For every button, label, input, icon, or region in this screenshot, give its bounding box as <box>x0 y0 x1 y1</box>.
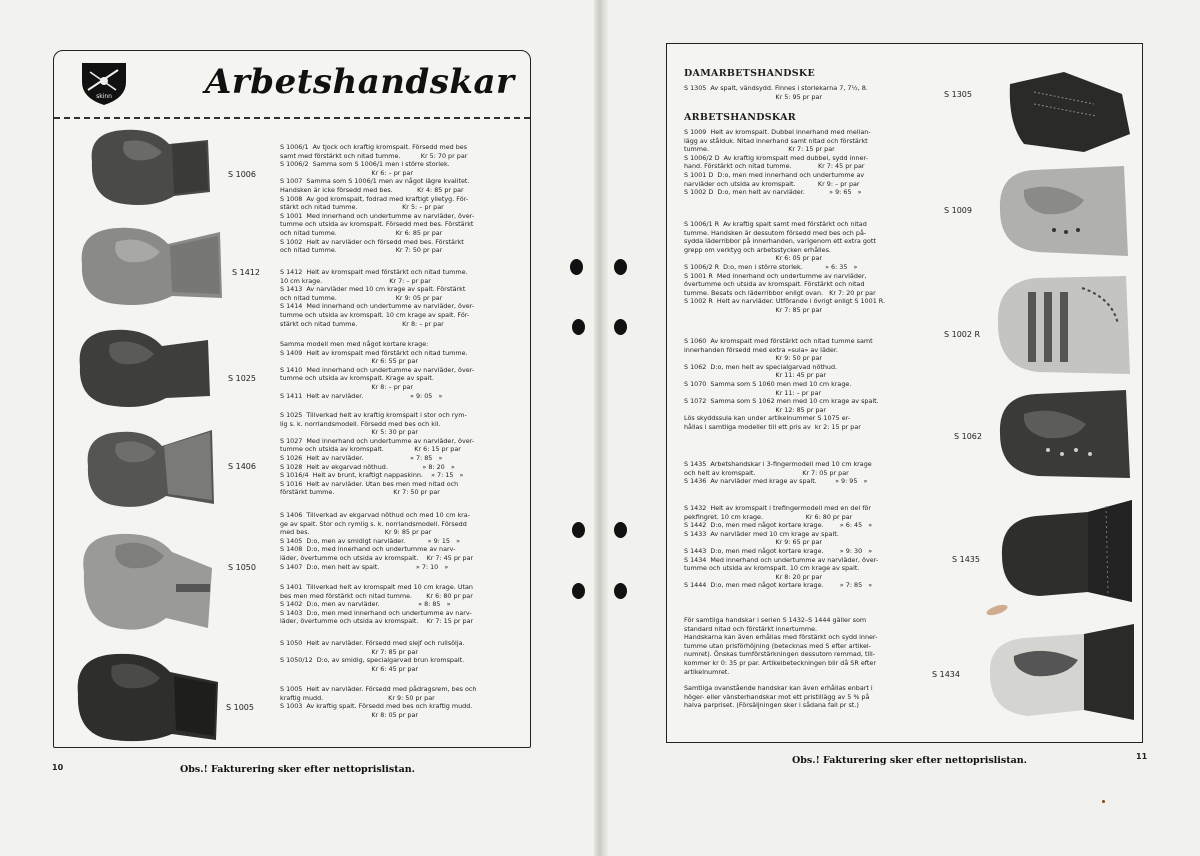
text-line: pekfingret. 10 cm krage. Kr 6: 80 pr par <box>684 512 853 521</box>
text-line: S 1443 D:o, men med något kortare krage. » 9: 30 » <box>684 546 873 555</box>
paper-speck <box>1102 800 1105 803</box>
text-line: S 1006/2 D Av kraftig kromspalt med dubbel, sydd inner- <box>684 153 868 162</box>
product-block-s1432 <box>684 504 878 590</box>
text-line: tumme utan prisförhöjning (betecknas med S efter artikel- <box>684 641 871 650</box>
glove-label: S 1406 <box>228 462 256 471</box>
binder-hole <box>572 583 585 599</box>
text-line: S 1409 Helt av kromspalt med förstärkt och nitad tumme. <box>280 348 468 357</box>
text-line: S 1410 Med innerhand och undertumme av narvläder, över- <box>280 365 475 374</box>
text-line: Lös skyddssula kan under artikelnummer S 1075 er- <box>684 414 851 423</box>
text-line: Kr 6: 55 pr par <box>280 357 418 366</box>
text-line: Kr 9: 65 pr par <box>684 538 822 547</box>
section-title-damarbetshandske: DAMARBETSHANDSKE <box>684 68 816 79</box>
text-line: S 1001 R Med innerhand och undertumme av narvläder, <box>684 271 867 280</box>
text-line: stärkt och nitad tumme. Kr 8: – pr par <box>280 319 444 328</box>
glove-photo-s1305 <box>1004 64 1134 156</box>
title-divider <box>54 117 530 119</box>
text-line: läder, övertumme och utsida av kromspalt. Kr 7: 15 pr par <box>280 617 474 626</box>
text-line: S 1305 Av spalt, vändsydd. Finnes i storlekarna 7, 7½, 8. <box>684 84 868 92</box>
glove-photo-s1435 <box>996 496 1136 608</box>
text-line: artikelnumret. <box>684 667 730 676</box>
text-line: S 1442 D:o, men med något kortare krage. » 6: 45 » <box>684 521 873 530</box>
glove-photo-s1412 <box>76 218 226 310</box>
text-line: S 1009 Helt av kromspalt. Dubbel innerhand med mellan- <box>684 128 871 136</box>
text-line: Kr 8: 20 pr par <box>684 572 822 581</box>
text-line: Kr 8: 05 pr par <box>280 710 418 719</box>
text-line: tumme och utsida av kromspalt. Krage av spalt. <box>280 374 434 383</box>
text-line: Handskarna kan även erhållas med förstärkt och sydd inner- <box>684 633 878 642</box>
section-title-arbetshandskar: ARBETSHANDSKAR <box>684 112 796 123</box>
glove-photo-s1050 <box>76 522 216 636</box>
text-line: och nitad tumme. Kr 9: 05 pr par <box>280 293 443 302</box>
footer-note-left: Obs.! Fakturering sker efter nettoprislistan. <box>180 764 415 775</box>
text-line: Kr 9: 50 pr par <box>684 354 822 363</box>
glove-label: S 1009 <box>944 206 972 215</box>
text-line: tumme och utsida av kromspalt. Försedd med bes. Förstärkt <box>280 220 474 229</box>
binder-hole <box>572 319 585 335</box>
glove-label: S 1305 <box>944 90 972 99</box>
brand-logo <box>78 60 130 106</box>
glove-label: S 1025 <box>228 374 256 383</box>
svg-text:skinn: skinn <box>96 93 112 100</box>
product-block-s1009 <box>684 128 871 197</box>
text-line: med bes. Kr 9: 85 pr par <box>280 528 432 537</box>
text-line: sydda läderribbor på innerhanden, varigenom ett extra gott <box>684 237 876 246</box>
text-line: S 1412 Helt av kromspalt med förstärkt och nitad tumme. <box>280 268 468 276</box>
text-line: lig s. k. norrlandsmodell. Försedd med bes och kil. <box>280 419 441 428</box>
page-number-right: 11 <box>1136 752 1148 761</box>
text-line: Kr 12: 85 pr par <box>684 405 827 414</box>
text-line: S 1007 Samma som S 1006/1 men av något lägre kvalitet. <box>280 177 470 186</box>
text-line: S 1016/4 Helt av brunt, kraftigt nappaskinn. » 7: 15 » <box>280 471 464 480</box>
text-line: S 1407 D:o, men helt av spalt. » 7: 10 » <box>280 562 449 571</box>
text-line: Kr 6: – pr par <box>280 168 414 177</box>
glove-label: S 1434 <box>932 670 960 679</box>
product-block-s1050 <box>280 639 465 673</box>
text-line: läder, övertumme och utsida av kromspalt. Kr 7: 45 pr par <box>280 553 474 562</box>
text-line: tumme. Handsken är dessutom försedd med bes och på- <box>684 228 867 237</box>
text-line: Kr 7: 85 pr par <box>280 647 418 656</box>
product-block-s1060 <box>684 337 879 432</box>
text-line: förstärkt tumme. Kr 7: 50 pr par <box>280 488 440 497</box>
text-line: kommer kr 0: 35 pr par. Artikelbeteckningen blir då SR efter <box>684 658 876 667</box>
text-line: lägg av stålduk. Nitad innerhand samt nitad och förstärkt <box>684 136 868 145</box>
text-line: S 1003 Av kraftig spalt. Försedd med bes och kraftig mudd. <box>280 702 473 711</box>
text-line: S 1006/1 Av tjock och kraftig kromspalt. Försedd med bes <box>280 143 468 151</box>
text-line: Kr 5: 30 pr par <box>280 428 418 437</box>
product-block-s1412 <box>280 268 474 328</box>
text-line: S 1444 D:o, men med något kortare krage. » 7: 85 » <box>684 581 873 590</box>
glove-label: S 1412 <box>232 268 260 277</box>
text-line: S 1403 D:o, men med innerhand och undertumme av narv- <box>280 608 472 617</box>
text-line: 10 cm krage. Kr 7: – pr par <box>280 276 431 285</box>
glove-photo-s1009 <box>994 160 1134 262</box>
text-line: S 1072 Samma som S 1062 men med 10 cm krage av spalt. <box>684 397 879 406</box>
text-line: S 1001 D D:o, men med innerhand och undertumme av <box>684 170 865 179</box>
text-line: S 1408 D:o, med innerhand och undertumme av narv- <box>280 545 456 554</box>
text-line: För samtliga handskar i serien S 1432–S 1444 gäller som <box>684 616 867 624</box>
text-line: Kr 8: – pr par <box>280 382 414 391</box>
product-block-s1025 <box>280 411 474 497</box>
text-line: Kr 7: 85 pr par <box>684 305 822 314</box>
text-line: S 1414 Med innerhand och undertumme av narvläder, över- <box>280 302 475 311</box>
text-line: och nitad tumme. Kr 7: 50 pr par <box>280 246 443 255</box>
text-line: grepp om verktyg och arbetsstycken erhålles. <box>684 245 831 254</box>
text-line: S 1001 Med innerhand och undertumme av narvläder, över- <box>280 211 475 220</box>
text-line: höger- eller vänsterhandskar mot ett pristillägg av 5 % på <box>684 692 870 701</box>
text-line: S 1434 Med innerhand och undertumme av narvläder, över- <box>684 555 879 564</box>
text-line: tumme. Kr 7: 15 pr par <box>684 145 835 154</box>
text-line: S 1006/1 R Av kraftig spalt samt med förstärkt och nitad <box>684 220 867 228</box>
binder-hole <box>614 259 627 275</box>
text-line: S 1016 Helt av narvläder. Utan bes men med nitad och <box>280 479 459 488</box>
text-line: S 1006/2 Samma som S 1006/1 men i större storlek. <box>280 160 450 169</box>
binder-hole <box>614 522 627 538</box>
text-line: övertumme och utsida av kromspalt. Förstärkt och nitad <box>684 280 865 289</box>
glove-label: S 1002 R <box>944 330 981 339</box>
text-line: och helt av kromspalt. Kr 7: 05 pr par <box>684 468 849 477</box>
text-line: S 1436 Av narvläder med krage av spalt. » 9: 95 » <box>684 477 868 486</box>
text-line: S 1435 Arbetshandskar i 3-fingermodell med 10 cm krage <box>684 460 872 468</box>
text-line: S 1005 Helt av narvläder. Försedd med pådragsrem, bes och <box>280 685 477 693</box>
text-line: S 1406 Tillverkad av ekgarvad nöthud och med 10 cm kra- <box>280 511 471 519</box>
text-line: numret). Önskas tumförstärkningen dessutom remmad, till- <box>684 650 876 659</box>
text-line: kraftig mudd. Kr 9: 50 pr par <box>280 693 435 702</box>
note-block-single-hand <box>684 684 873 710</box>
text-line: S 1008 Av god kromspalt, fodrad med kraftigt ylletyg. För- <box>280 194 469 203</box>
text-line: standard nitad och förstärkt innertumme. <box>684 624 818 633</box>
text-line: S 1060 Av kromspalt med förstärkt och nitad tumme samt <box>684 337 873 345</box>
glove-photo-s1434 <box>984 620 1136 724</box>
binder-hole <box>614 583 627 599</box>
text-line: stärkt och nitad tumme. Kr 5: – pr par <box>280 203 444 212</box>
product-block-s1435 <box>684 460 872 486</box>
text-line: S 1027 Med innerhand och undertumme av narvläder, över- <box>280 436 475 445</box>
product-block-s1305 <box>684 84 868 101</box>
product-block-s1401 <box>280 583 473 626</box>
text-line: S 1002 Helt av narvläder och försedd med bes. Förstärkt <box>280 237 464 246</box>
glove-photo-s1005 <box>72 644 222 744</box>
note-block-series <box>684 616 877 676</box>
footer-note-right: Obs.! Fakturering sker efter nettoprislistan. <box>792 755 1027 766</box>
text-line: Kr 5: 95 pr par <box>684 92 822 101</box>
text-line: tumme och utsida av kromspalt. 10 cm krage av spalt. För- <box>280 310 470 319</box>
binder-hole <box>614 319 627 335</box>
text-line: Kr 6: 05 pr par <box>684 254 822 263</box>
product-block-s1005 <box>280 685 476 719</box>
text-line: Kr 6: 45 pr par <box>280 664 418 673</box>
text-line: innerhanden försedd med extra »sula» av läder. <box>684 345 838 354</box>
glove-photo-s1025 <box>74 322 214 412</box>
glove-label: S 1006 <box>228 170 256 179</box>
book-gutter <box>594 0 608 856</box>
binder-hole <box>572 522 585 538</box>
text-line: S 1432 Helt av kromspalt i trefingermodell med en del för <box>684 504 871 512</box>
product-block-s1406 <box>280 511 473 571</box>
text-line: Samma modell men med något kortare krage: <box>280 340 429 348</box>
glove-photo-s1406 <box>82 420 216 512</box>
text-line: S 1405 D:o, men av smidigt narvläder. » 9: 15 » <box>280 536 460 545</box>
text-line: S 1002 R Helt av narvläder. Utförande i övrigt enligt S 1001 R. <box>684 297 886 306</box>
product-block-s1006-1r <box>684 220 885 315</box>
page-number-left: 10 <box>52 763 64 772</box>
glove-label: S 1005 <box>226 703 254 712</box>
text-line: narvläder och utsida av kromspalt. Kr 9: – pr par <box>684 179 860 188</box>
text-line: tumme och utsida av kromspalt. Kr 6: 15 pr par <box>280 445 461 454</box>
text-line: Handsken är icke försedd med bes. Kr 4: 85 pr par <box>280 185 464 194</box>
text-line: samt med förstärkt och nitad tumme. Kr 5: 70 pr par <box>280 151 468 160</box>
text-line: S 1028 Helt av ekgarvad nöthud. » 8: 20 » <box>280 462 455 471</box>
text-line: Kr 11: 45 pr par <box>684 371 827 380</box>
text-line: S 1401 Tillverkad helt av kromspalt med 10 cm krage. Utan <box>280 583 473 591</box>
text-line: S 1026 Helt av narvläder. » 7: 85 » <box>280 453 443 462</box>
text-line: Samtliga ovanstående handskar kan även erhållas enbart i <box>684 684 873 692</box>
text-line: S 1433 Av narvläder med 10 cm krage av spalt. <box>684 529 839 538</box>
glove-label: S 1062 <box>954 432 982 441</box>
text-line: tumme. Besats och läderribbor enligt ovan. Kr 7: 20 pr par <box>684 288 876 297</box>
text-line: ge av spalt. Stor och rymlig s. k. norrlandsmodell. Försedd <box>280 519 467 528</box>
text-line: S 1070 Samma som S 1060 men med 10 cm krage. <box>684 379 852 388</box>
glove-photo-s1002r <box>992 268 1134 382</box>
text-line: S 1413 Av narvläder med 10 cm krage av spalt. Förstärkt <box>280 285 466 294</box>
product-block-s1006 <box>280 143 474 255</box>
glove-label: S 1435 <box>952 555 980 564</box>
text-line: S 1062 D:o, men helt av specialgarvad nöthud. <box>684 362 838 371</box>
text-line: S 1050/12 D:o, av smidig, specialgarvad brun kromspalt. <box>280 656 465 665</box>
text-line: S 1050 Helt av narvläder. Försedd med slejf och rullsölja. <box>280 639 465 647</box>
glove-photo-s1062 <box>994 384 1134 484</box>
text-line: S 1025 Tillverkad helt av kraftig kromspalt i stor och rym- <box>280 411 467 419</box>
text-line: hållas i samtliga modeller till ett pris av kr 2: 15 pr par <box>684 422 861 431</box>
text-line: hand. Förstärkt och nitad tumme. Kr 7: 45 pr par <box>684 162 865 171</box>
text-line: S 1002 D D:o, men helt av narvläder. » 9: 65 » <box>684 188 862 197</box>
text-line: tumme och utsida av kromspalt. 10 cm krage av spalt. <box>684 564 860 573</box>
glove-photo-s1006 <box>84 122 214 210</box>
page-title: Arbetshandskar <box>205 62 515 102</box>
binder-hole <box>570 259 583 275</box>
text-line: S 1402 D:o, men av narvläder. » 8: 85 » <box>280 600 451 609</box>
glove-label: S 1050 <box>228 563 256 572</box>
text-line: bes men med förstärkt och nitad tumme. Kr 6: 80 pr par <box>280 591 473 600</box>
product-block-s1409 <box>280 340 474 400</box>
text-line: Kr 11: – pr par <box>684 388 822 397</box>
text-line: S 1006/2 R D:o, men i större storlek. » 6: 35 » <box>684 262 858 271</box>
text-line: och nitad tumme. Kr 6: 85 pr par <box>280 228 443 237</box>
text-line: S 1411 Helt av narvläder. » 9: 05 » <box>280 391 443 400</box>
text-line: halva parpriset. (Försäljningen sker i sådana fall pr st.) <box>684 701 859 710</box>
